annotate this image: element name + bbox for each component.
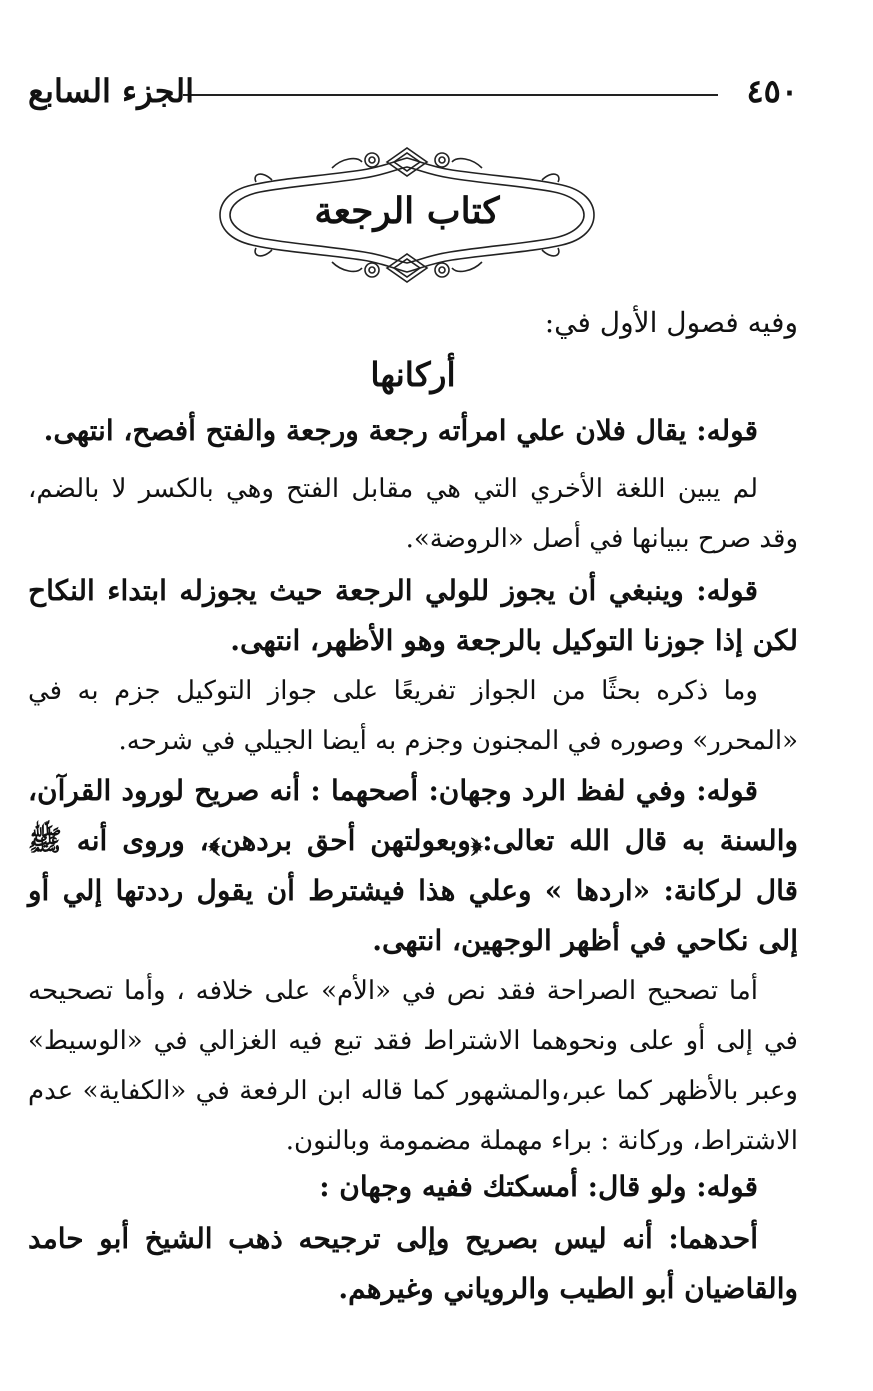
section-heading: أركانها — [370, 355, 456, 394]
paragraph-block — [28, 766, 798, 966]
quote-paragraph: قوله: وينبغي أن يجوز للولي الرجعة حيث يجوزله ابتداء النكاح لكن إذا جوزنا التوكيل بالرجعة وهو الأظهر، انتهى. — [28, 574, 798, 657]
commentary-paragraph: لم يبين اللغة الأخري التي هي مقابل الفتح وهي بالكسر لا بالضم، وقد صرح ببيانها في أصل «الروضة». — [28, 474, 798, 554]
running-head: الجزء السابع — [28, 72, 195, 110]
page-number: ٤٥٠ — [746, 72, 798, 110]
paragraph-block — [28, 1162, 798, 1212]
paragraph-block — [28, 566, 798, 666]
chapter-title: كتاب الرجعة — [314, 190, 500, 232]
quote-paragraph: قوله: ولو قال: أمسكتك ففيه وجهان : — [319, 1170, 758, 1203]
paragraph-block — [28, 406, 798, 456]
chapter-title-frame — [212, 140, 602, 290]
paragraph-block — [28, 1214, 798, 1314]
commentary-paragraph: أما تصحيح الصراحة فقد نص في «الأم» على خلافه ، وأما تصحيحه في إلى أو على ونحوهما الاشتراط فقد تبع فيه الغزالي في «الوسيط» وعبر بالأظهر كما عبر،والمشهور كما قاله ابن الرفعة في «الكفاية» عدم الاشتراط، وركانة : براء مهملة مضمومة وبالنون. — [28, 976, 798, 1156]
paragraph-block — [28, 666, 798, 766]
quote-paragraph: أحدهما: أنه ليس بصريح وإلى ترجيحه ذهب الشيخ أبو حامد والقاضيان أبو الطيب والروياني وغيرهم. — [28, 1222, 798, 1305]
paragraph-block — [28, 464, 798, 564]
page-header — [28, 68, 798, 128]
quote-paragraph: قوله: وفي لفظ الرد وجهان: أصحهما : أنه صريح لورود القرآن، والسنة به قال الله تعالى:﴿وبعولتهن أحق بردهن﴾، وروى أنه ﷺ قال لركانة: «اردها » وعلي هذا فيشترط أن يقول رددتها إلي أو إلى نكاحي في أظهر الوجهين، انتهى. — [28, 774, 798, 957]
quote-paragraph: قوله: يقال فلان علي امرأته رجعة ورجعة والفتح أفصح، انتهى. — [43, 414, 758, 447]
commentary-paragraph: وما ذكره بحثًا من الجواز تفريعًا على جواز التوكيل جزم به في «المحرر» وصوره في المجنون وجزم به أيضا الجيلي في شرحه. — [28, 676, 798, 756]
header-rule — [183, 94, 718, 96]
paragraph-block — [28, 966, 798, 1166]
intro-line: وفيه فصول الأول في: — [544, 306, 798, 339]
